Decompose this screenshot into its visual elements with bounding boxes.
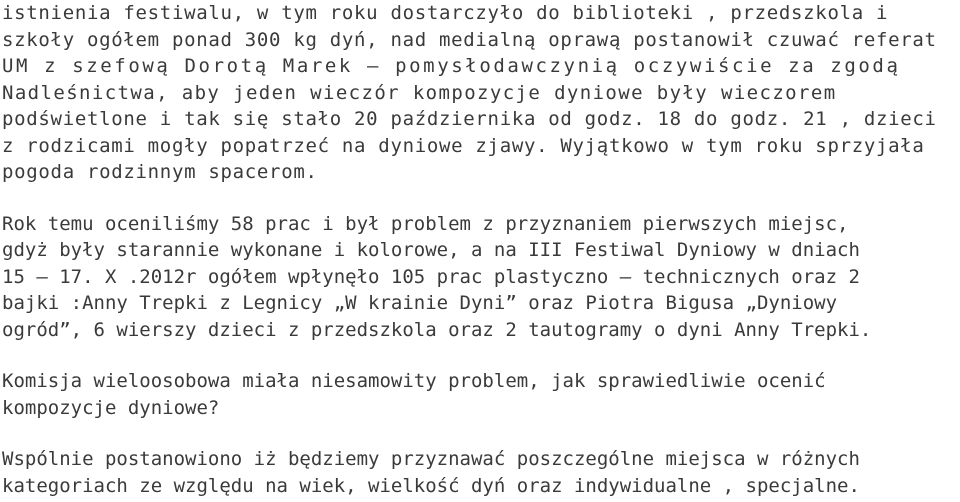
paragraph-spacer — [2, 186, 960, 211]
paragraph-works-submitted — [2, 211, 960, 344]
text-line: podświetlone i tak się stało 20 października od godz. 18 do godz. 21 , dzieci — [2, 108, 937, 130]
text-line: Komisja wieloosobowa miała niesamowity problem, jak sprawiedliwie ocenić — [2, 370, 826, 392]
text-line: z rodzicami mogły popatrzeć na dyniowe zjawy. Wyjątkowo w tym roku sprzyjała — [2, 134, 925, 157]
text-line: szkoły ogółem ponad 300 kg dyń, nad medialną oprawą postanowił czuwać referat — [2, 28, 937, 51]
text-line: pogoda rodzinnym spacerom. — [2, 161, 318, 183]
paragraph-spacer — [2, 421, 960, 446]
text-line: UM z szefową Dorotą Marek – pomysłodawczynią oczywiście za zgodą — [2, 55, 901, 77]
text-line: Rok temu oceniliśmy 58 prac i był problem z przyznaniem pierwszych miejsc, — [2, 212, 849, 235]
text-line: bajki :Anny Trepki z Legnicy „W krainie Dyni” oraz Piotra Bigusa „Dyniowy — [2, 292, 838, 314]
article-body — [2, 0, 960, 499]
text-line: gdyż były starannie wykonane i kolorowe, a na III Festiwal Dyniowy w dniach — [2, 239, 860, 261]
text-line: Nadleśnictwa, aby jeden wieczór kompozycje dyniowe były wieczorem — [2, 81, 837, 104]
text-line: istnienia festiwalu, w tym roku dostarczyło do biblioteki , przedszkola i — [2, 2, 889, 24]
text-line: 15 – 17. X .2012r ogółem wpłynęło 105 prac plastyczno – technicznych oraz 2 — [2, 265, 860, 288]
paragraph-festival-intro — [2, 0, 960, 186]
paragraph-award-categories — [2, 446, 960, 499]
text-line: Wspólnie postanowiono iż będziemy przyznawać poszczególne miejsca w różnych — [2, 448, 860, 470]
text-line: ogród”, 6 wierszy dzieci z przedszkola oraz 2 tautogramy o dyni Anny Trepki. — [2, 318, 872, 341]
paragraph-jury-problem — [2, 368, 960, 421]
paragraph-spacer — [2, 343, 960, 368]
text-line: kompozycje dyniowe? — [2, 396, 220, 419]
text-line: kategoriach ze względu na wiek, wielkość dyń oraz indywidualne , specjalne. — [2, 474, 860, 497]
